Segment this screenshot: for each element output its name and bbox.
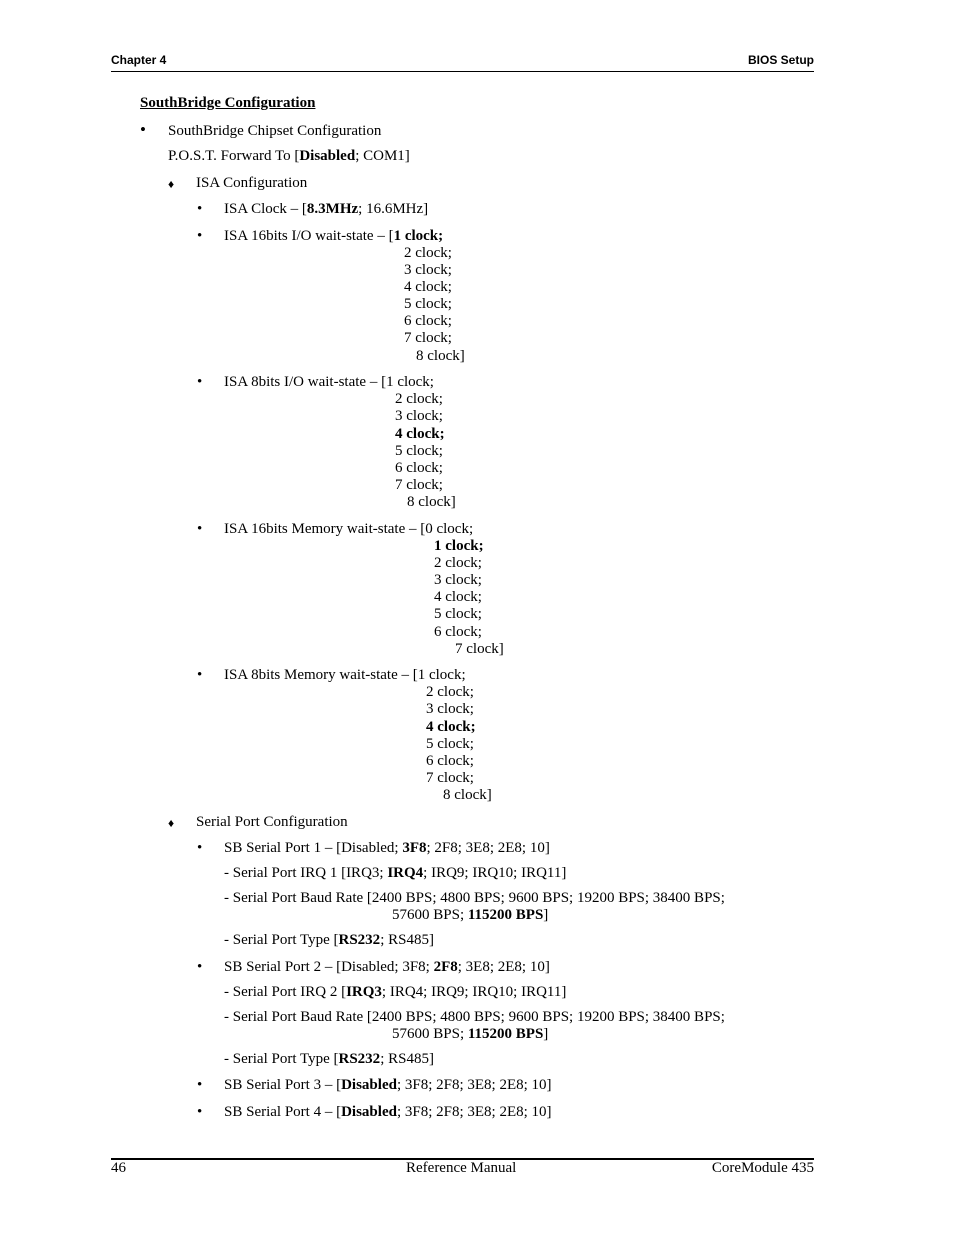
header-rule xyxy=(111,71,814,72)
serial-port-1-baud: - Serial Port Baud Rate [2400 BPS; 4800 BPS; 9600 BPS; 19200 BPS; 38400 BPS; xyxy=(224,890,725,906)
serial-port-4-line: SB Serial Port 4 – [Disabled; 3F8; 2F8; 3E8; 2E8; 10] xyxy=(224,1104,552,1120)
option-item-default: 4 clock; xyxy=(426,719,476,735)
option-item: 2 clock; xyxy=(395,391,443,407)
isa-io8-line: ISA 8bits I/O wait-state – [1 clock; xyxy=(224,374,434,390)
isa-clock-line: ISA Clock – [8.3MHz; 16.6MHz] xyxy=(224,201,429,217)
option-item: 2 clock; xyxy=(434,555,482,571)
option-item: 5 clock; xyxy=(426,736,474,752)
option-item: 8 clock] xyxy=(443,787,492,803)
option-item: 7 clock; xyxy=(426,770,474,786)
bullet-icon: • xyxy=(197,959,203,975)
footer-product-name: CoreModule 435 xyxy=(711,1160,814,1176)
option-item: 6 clock; xyxy=(395,460,443,476)
bullet-icon: • xyxy=(197,1104,203,1120)
option-item: 8 clock] xyxy=(407,494,456,510)
option-item: 6 clock; xyxy=(404,313,452,329)
bullet-icon: • xyxy=(197,201,203,217)
header-chapter: Chapter 4 xyxy=(111,53,167,67)
isa-mem8-line: ISA 8bits Memory wait-state – [1 clock; xyxy=(224,667,466,683)
isa-io16-line: ISA 16bits I/O wait-state – [1 clock; xyxy=(224,228,444,244)
option-item-default: 1 clock; xyxy=(434,538,484,554)
option-item: 7 clock; xyxy=(395,477,443,493)
bullet-icon: • xyxy=(197,1077,203,1093)
diamond-icon: ♦ xyxy=(168,177,175,191)
option-item: 3 clock; xyxy=(426,701,474,717)
serial-port-2-baud: - Serial Port Baud Rate [2400 BPS; 4800 BPS; 9600 BPS; 19200 BPS; 38400 BPS; xyxy=(224,1009,725,1025)
serial-config-title: Serial Port Configuration xyxy=(196,814,348,830)
serial-port-1-type: - Serial Port Type [RS232; RS485] xyxy=(224,932,434,948)
serial-port-1-baud-cont: 57600 BPS; 115200 BPS] xyxy=(392,907,549,923)
isa-mem16-line: ISA 16bits Memory wait-state – [0 clock; xyxy=(224,521,474,537)
option-item: 7 clock] xyxy=(455,641,504,657)
option-item: 3 clock; xyxy=(404,262,452,278)
chipset-title: SouthBridge Chipset Configuration xyxy=(168,123,382,139)
bullet-icon: • xyxy=(197,228,203,244)
post-forward-line: P.O.S.T. Forward To [Disabled; COM1] xyxy=(168,148,410,164)
option-item: 5 clock; xyxy=(434,606,482,622)
option-item: 8 clock] xyxy=(416,348,465,364)
bullet-icon: • xyxy=(140,120,146,139)
bullet-icon: • xyxy=(197,521,203,537)
serial-port-1-line: SB Serial Port 1 – [Disabled; 3F8; 2F8; 3E8; 2E8; 10] xyxy=(224,840,550,856)
option-item: 6 clock; xyxy=(426,753,474,769)
serial-port-2-line: SB Serial Port 2 – [Disabled; 3F8; 2F8; 3E8; 2E8; 10] xyxy=(224,959,550,975)
option-item: 7 clock; xyxy=(404,330,452,346)
option-item: 2 clock; xyxy=(426,684,474,700)
diamond-icon: ♦ xyxy=(168,816,175,830)
option-item: 4 clock; xyxy=(404,279,452,295)
bullet-icon: • xyxy=(197,667,203,683)
section-title: SouthBridge Configuration xyxy=(140,95,316,111)
serial-port-2-baud-cont: 57600 BPS; 115200 BPS] xyxy=(392,1026,549,1042)
bullet-icon: • xyxy=(197,374,203,390)
option-item: 6 clock; xyxy=(434,624,482,640)
serial-port-2-type: - Serial Port Type [RS232; RS485] xyxy=(224,1051,434,1067)
option-item: 3 clock; xyxy=(434,572,482,588)
bullet-icon: • xyxy=(197,840,203,856)
option-item: 5 clock; xyxy=(395,443,443,459)
serial-port-2-irq: - Serial Port IRQ 2 [IRQ3; IRQ4; IRQ9; IRQ10; IRQ11] xyxy=(224,984,567,1000)
option-item-default: 4 clock; xyxy=(395,426,445,442)
footer-manual-title: Reference Manual xyxy=(406,1160,517,1176)
option-item: 2 clock; xyxy=(404,245,452,261)
isa-config-title: ISA Configuration xyxy=(196,175,308,191)
option-item: 5 clock; xyxy=(404,296,452,312)
header-section: BIOS Setup xyxy=(747,53,814,67)
page-number: 46 xyxy=(111,1160,126,1176)
option-item: 3 clock; xyxy=(395,408,443,424)
serial-port-3-line: SB Serial Port 3 – [Disabled; 3F8; 2F8; 3E8; 2E8; 10] xyxy=(224,1077,552,1093)
option-item: 4 clock; xyxy=(434,589,482,605)
serial-port-1-irq: - Serial Port IRQ 1 [IRQ3; IRQ4; IRQ9; IRQ10; IRQ11] xyxy=(224,865,567,881)
